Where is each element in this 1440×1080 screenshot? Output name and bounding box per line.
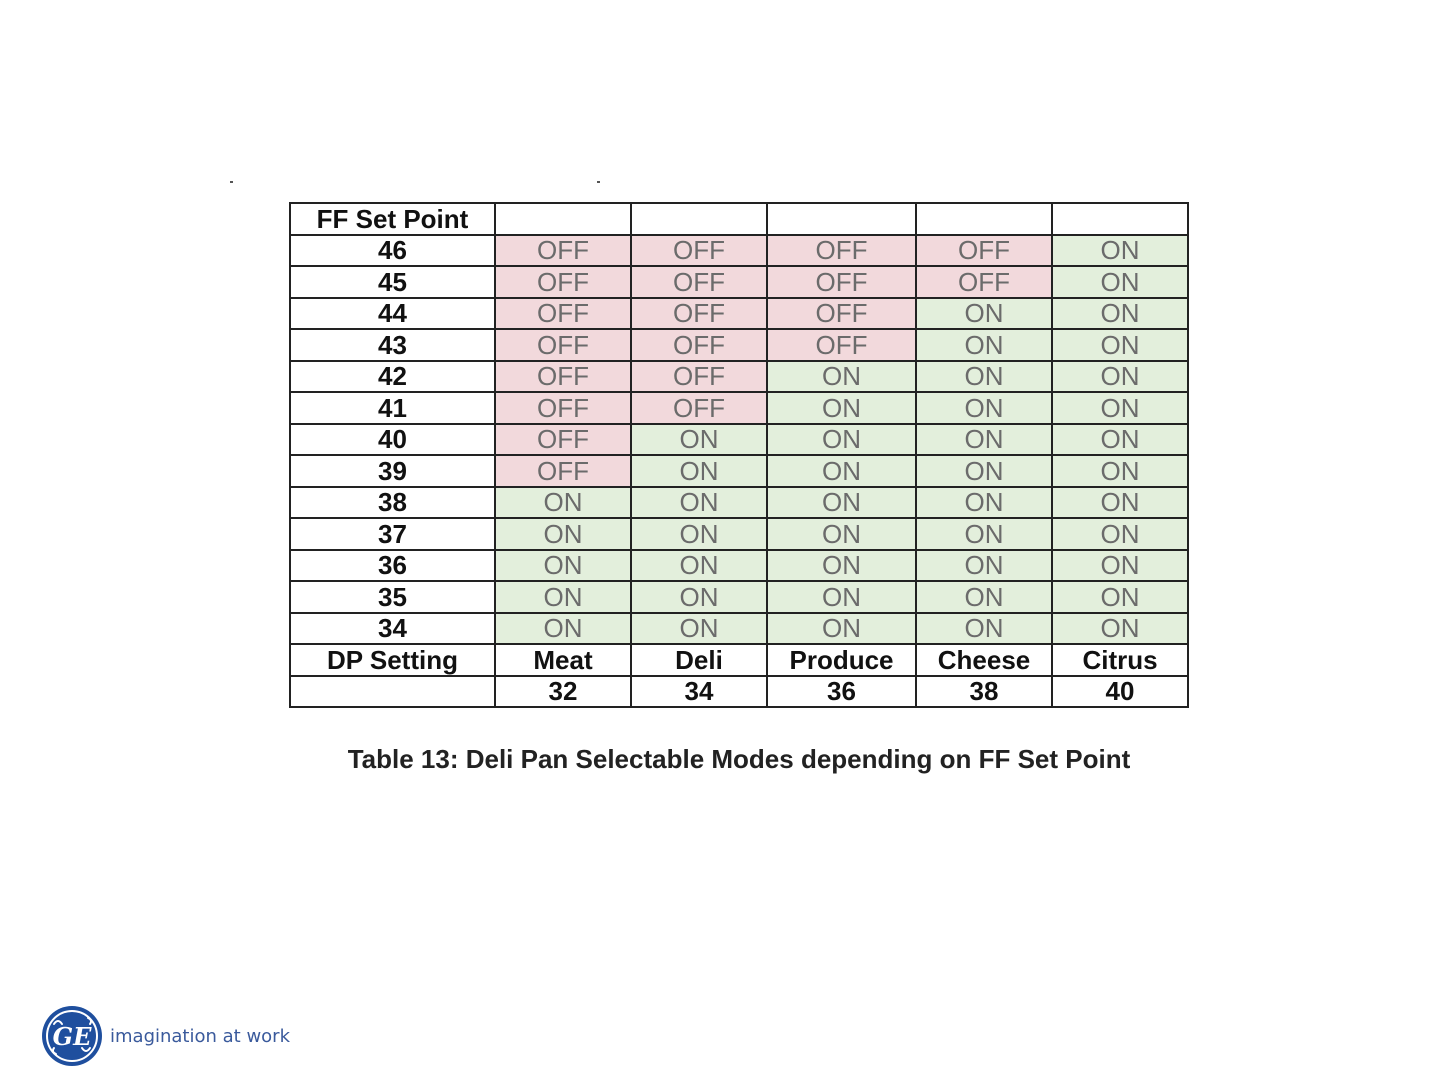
header-blank-cell (767, 203, 916, 235)
mode-status-cell: ON (495, 487, 631, 519)
header-blank-cell (1052, 203, 1188, 235)
mode-status-cell: ON (767, 424, 916, 456)
mode-status-cell: ON (767, 581, 916, 613)
mode-status-cell: ON (1052, 392, 1188, 424)
mode-status-cell: ON (1052, 613, 1188, 645)
ff-set-point-header: FF Set Point (290, 203, 495, 235)
mode-status-cell: ON (495, 613, 631, 645)
mode-status-cell: ON (1052, 581, 1188, 613)
header-blank-cell (916, 203, 1052, 235)
table-row (290, 361, 1188, 393)
set-point-value: 41 (290, 392, 495, 424)
mode-status-cell: OFF (631, 298, 767, 330)
mode-status-cell: ON (495, 581, 631, 613)
mode-status-cell: ON (495, 518, 631, 550)
mode-name: Deli (631, 644, 767, 676)
mode-status-cell: OFF (631, 361, 767, 393)
mode-status-cell: ON (767, 518, 916, 550)
set-point-value: 40 (290, 424, 495, 456)
mode-status-cell: ON (1052, 298, 1188, 330)
mode-name: Produce (767, 644, 916, 676)
mode-status-cell: ON (1052, 266, 1188, 298)
mode-status-cell: OFF (767, 298, 916, 330)
table-row (290, 266, 1188, 298)
mode-status-cell: ON (767, 392, 916, 424)
mode-name: Cheese (916, 644, 1052, 676)
mode-status-cell: ON (767, 550, 916, 582)
mode-status-cell: OFF (631, 266, 767, 298)
mode-status-cell: OFF (495, 424, 631, 456)
table-row (290, 550, 1188, 582)
mode-status-cell: ON (916, 581, 1052, 613)
stray-mark (597, 181, 600, 183)
mode-temperature: 32 (495, 676, 631, 708)
deli-pan-modes-table (289, 202, 1189, 708)
set-point-value: 35 (290, 581, 495, 613)
mode-status-cell: OFF (495, 298, 631, 330)
mode-status-cell: OFF (631, 329, 767, 361)
mode-status-cell: OFF (495, 235, 631, 267)
set-point-value: 37 (290, 518, 495, 550)
mode-status-cell: OFF (767, 329, 916, 361)
dp-setting-row (290, 644, 1188, 676)
mode-status-cell: ON (916, 361, 1052, 393)
mode-status-cell: OFF (631, 235, 767, 267)
mode-temperature: 36 (767, 676, 916, 708)
mode-status-cell: ON (495, 550, 631, 582)
mode-name: Meat (495, 644, 631, 676)
mode-status-cell: ON (767, 361, 916, 393)
mode-status-cell: ON (916, 487, 1052, 519)
mode-name: Citrus (1052, 644, 1188, 676)
mode-status-cell: ON (916, 518, 1052, 550)
mode-status-cell: OFF (767, 266, 916, 298)
ge-logo (40, 1004, 290, 1068)
table-row (290, 329, 1188, 361)
mode-status-cell: OFF (495, 455, 631, 487)
table-row (290, 235, 1188, 267)
mode-status-cell: ON (631, 581, 767, 613)
mode-status-cell: ON (1052, 235, 1188, 267)
mode-status-cell: ON (1052, 424, 1188, 456)
mode-temperature: 34 (631, 676, 767, 708)
set-point-value: 44 (290, 298, 495, 330)
set-point-value: 43 (290, 329, 495, 361)
mode-status-cell: ON (631, 613, 767, 645)
mode-status-cell: ON (631, 424, 767, 456)
table-header-row (290, 203, 1188, 235)
mode-temperature: 38 (916, 676, 1052, 708)
mode-temperature: 40 (1052, 676, 1188, 708)
table-row (290, 613, 1188, 645)
dp-setting-label: DP Setting (290, 644, 495, 676)
mode-status-cell: OFF (916, 266, 1052, 298)
brand-tagline: imagination at work (110, 1025, 290, 1047)
mode-status-cell: ON (916, 424, 1052, 456)
table-row (290, 487, 1188, 519)
mode-status-cell: ON (1052, 455, 1188, 487)
set-point-value: 34 (290, 613, 495, 645)
mode-status-cell: ON (1052, 329, 1188, 361)
table-caption: Table 13: Deli Pan Selectable Modes depending on FF Set Point (347, 744, 1131, 774)
ge-monogram-icon (40, 1004, 104, 1068)
mode-status-cell: ON (916, 392, 1052, 424)
mode-status-cell: ON (631, 455, 767, 487)
mode-status-cell: OFF (495, 266, 631, 298)
mode-status-cell: ON (1052, 518, 1188, 550)
mode-status-cell: ON (631, 550, 767, 582)
mode-status-cell: ON (916, 550, 1052, 582)
mode-status-cell: OFF (495, 392, 631, 424)
set-point-value: 46 (290, 235, 495, 267)
mode-status-cell: OFF (495, 329, 631, 361)
table-row (290, 392, 1188, 424)
mode-status-cell: ON (916, 613, 1052, 645)
mode-status-cell: ON (916, 455, 1052, 487)
header-blank-cell (495, 203, 631, 235)
svg-text:GE: GE (52, 1022, 92, 1051)
mode-status-cell: ON (1052, 487, 1188, 519)
mode-status-cell: ON (1052, 550, 1188, 582)
mode-status-cell: OFF (631, 392, 767, 424)
mode-status-cell: ON (631, 487, 767, 519)
table-row (290, 455, 1188, 487)
mode-status-cell: ON (767, 487, 916, 519)
set-point-value: 36 (290, 550, 495, 582)
mode-status-cell: OFF (916, 235, 1052, 267)
table-row (290, 298, 1188, 330)
table-row (290, 424, 1188, 456)
set-point-value: 42 (290, 361, 495, 393)
set-point-value: 38 (290, 487, 495, 519)
mode-status-cell: ON (767, 455, 916, 487)
mode-status-cell: ON (916, 329, 1052, 361)
empty-label-cell (290, 676, 495, 708)
table-row (290, 581, 1188, 613)
mode-status-cell: ON (631, 518, 767, 550)
mode-status-cell: OFF (767, 235, 916, 267)
mode-status-cell: OFF (495, 361, 631, 393)
mode-status-cell: ON (916, 298, 1052, 330)
set-point-value: 39 (290, 455, 495, 487)
table-row (290, 518, 1188, 550)
set-point-value: 45 (290, 266, 495, 298)
mode-status-cell: ON (767, 613, 916, 645)
mode-status-cell: ON (1052, 361, 1188, 393)
stray-mark (230, 181, 233, 183)
mode-temp-row (290, 676, 1188, 708)
header-blank-cell (631, 203, 767, 235)
